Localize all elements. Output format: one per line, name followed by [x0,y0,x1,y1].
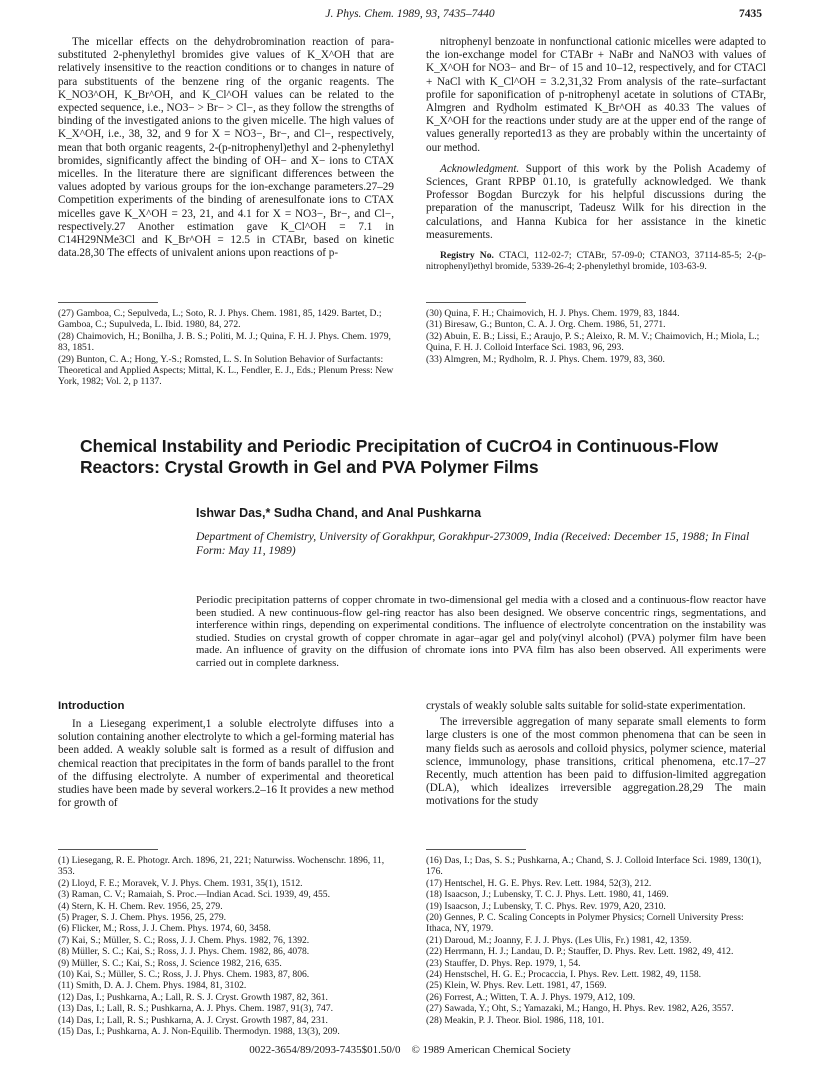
intro-paragraph-2: The irreversible aggregation of many separate small elements to form large clusters is one of the most common phenomena that can be seen in many fields such as aerosols and colloid physics, polymer science, material science, immunology, phase transitions, critical phenomena, etc.17–27 Recently, much attention has been paid to diffusion-limited aggregation (DLA), which idealizes irreversible aggregation.28,29 The main motivations for the study [426,716,766,808]
page-number: 7435 [739,8,762,20]
prev-refs-left [58,308,394,388]
reference-item: (33) Almgren, M.; Rydholm, R. J. Phys. Chem. 1979, 83, 360. [426,353,665,365]
article-abstract: Periodic precipitation patterns of copper chromate in two-dimensional gel media with a closed and a continuous-flow reactor have been studied. A new continuous-flow gel-ring reactor has also been designed. We observe concentric rings, segmentations, and interference within rings, depending on experimental conditions. The influence of electrolyte concentration on the instability was studied. Studies on crystal growth of copper chromate in agar–agar gel and poly(vinyl alcohol) (PVA) polymer film have been made. An influence of gravity on the diffusion of chromate ions into PVA film has also been observed. All experiments were carried out in complete darkness. [196,594,766,669]
reference-item: (26) Forrest, A.; Witten, T. A. J. Phys. 1979, A12, 109. [426,991,636,1003]
article-title: Chemical Instability and Periodic Precipitation of CuCrO4 in Continuous-Flow Reactors: Crystal Growth in Gel and PVA Polymer Films [80,436,719,477]
reference-item: (21) Daroud, M.; Joanny, F. J. J. Phys. (Les Ulis, Fr.) 1981, 42, 1359. [426,934,692,946]
footnote-rule-right-2 [426,849,526,850]
reference-item: (32) Abuin, E. B.; Lissi, E.; Araujo, P. S.; Aleixo, R. M. V.; Chaimovich, H.; Miola, L.; Quina, F. H. J. Colloid Interface Sci. 1983, 96, 293. [426,330,760,354]
reference-item: (9) Müller, S. C.; Kai, S.; Ross, J. Science 1982, 216, 635. [58,957,282,969]
reference-item: (8) Müller, S. C.; Kai, S.; Ross, J. J. Phys. Chem. 1982, 86, 4078. [58,946,310,958]
running-header [0,8,820,24]
prev-paragraph-right: nitrophenyl benzoate in nonfunctional cationic micelles were adapted to the ion-exchange model for CTABr + NaBr and NaNO3 with values of K_X^OH for NO3− and Br− of 15 and 10–12, respectively, and for CTACl + NaCl with K_Cl^OH = 3.2,31,32 From analysis of the rate–surfactant profile for saponification of p-nitrophenyl acetate in solutions of CTABr, Almgren and Rydholm estimated K_Br^OH as 40.33 The values of K_X^OH for the reactions under study are at the upper end of the range of values generally reported13 as they are probably within the uncertainty of our method. [426,36,766,154]
reference-item: (3) Raman, C. V.; Ramaiah, S. Proc.—Indian Acad. Sci. 1939, 49, 455. [58,889,330,901]
reference-item: (5) Prager, S. J. Chem. Phys. 1956, 25, 279. [58,912,227,924]
intro-paragraph-continued: crystals of weakly soluble salts suitable for solid-state experimentation. [426,700,746,712]
acknowledgment-label: Acknowledgment. [440,162,520,175]
reference-item: (19) Isaacson, J.; Lubensky, T. C. Phys. Rev. 1979, A20, 2310. [426,900,666,912]
reference-item: (28) Meakin, P. J. Theor. Biol. 1986, 118, 101. [426,1014,605,1026]
article-authors: Ishwar Das,* Sudha Chand, and Anal Pushkarna [196,506,482,520]
reference-item: (6) Flicker, M.; Ross, J. J. Chem. Phys. 1974, 60, 3458. [58,923,271,935]
article-refs-left [58,855,394,1038]
registry-numbers [426,250,766,273]
reference-item: (29) Bunton, C. A.; Hong, Y.-S.; Romsted, L. S. In Solution Behavior of Surfactants: Theoretical and Applied Aspects; Mittal, K. L., Fendler, E. J., Eds.; Plenum Press: New York, 1982; Vol. 2, p 1137. [58,353,394,388]
section-heading-introduction: Introduction [58,700,125,712]
reference-item: (22) Herrmann, H. J.; Landau, D. P.; Stauffer, D. Phys. Rev. Lett. 1982, 49, 412. [426,946,734,958]
journal-citation: J. Phys. Chem. 1989, 93, 7435–7440 [325,8,495,20]
copyright: © 1989 American Chemical Society [411,1044,571,1056]
reference-item: (25) Klein, W. Phys. Rev. Lett. 1981, 47, 1569. [426,980,607,992]
intro-left-column [58,718,394,813]
prev-article-left-column [58,36,394,263]
registry-label: Registry No. [440,250,494,262]
prev-paragraph-left: The micellar effects on the dehydrobromination reaction of para-substituted 2-phenylethyl bromides give values of K_X^OH that are relatively insensitive to the reaction conditions or to changes in nature of para substituents of the benzene ring of the organic reagents. The K_NO3^OH, K_Br^OH, and K_Cl^OH values can be related to the expected sequence, i.e., NO3− > Br− > Cl−, as they follow the strengths of binding of the investigated anions to the given micelle. The high values of K_X^OH, i.e., 38, 32, and 9 for X = NO3−, Br−, and Cl−, respectively, mean that both organic reagents, 2-(p-nitrophenyl)ethyl and 2-phenylethyl bromides, significantly affect the binding of OH− and X− ions to CTAX micelles. In the literature there are significant differences between the values adopted by various groups for the ion-exchange parameters.27–29 Competition experiments of the binding of arenesulfonate ions to CTAX micelles gave K_X^OH = 23, 21, and 4.1 for X = NO3−, Br−, and Cl−, respectively.27 Another estimation gave K_Cl^OH = 7.1 in C14H29NMe3Cl and K_Br^OH = 12.5 in CTABr, based on kinetic data.28,30 The effects of univalent anions upon reactions of p- [58,36,394,260]
reference-item: (13) Das, I.; Lall, R. S.; Pushkarna, A. J. Phys. Chem. 1987, 91(3), 747. [58,1003,334,1015]
reference-item: (30) Quina, F. H.; Chaimovich, H. J. Phys. Chem. 1979, 83, 1844. [426,308,680,319]
reference-item: (18) Isaacson, J.; Lubensky, T. C. J. Phys. Lett. 1980, 41, 1469. [426,889,669,901]
footnote-rule-right [426,302,526,303]
reference-item: (11) Smith, D. A. J. Chem. Phys. 1984, 81, 3102. [58,980,247,992]
prev-refs-right [426,308,766,365]
reference-item: (15) Das, I.; Pushkarna, A. J. Non-Equilib. Thermodyn. 1988, 13(3), 209. [58,1026,340,1038]
prev-article-right-column [426,36,766,276]
article-refs-right [426,855,766,1026]
registry-text: CTACl, 112-02-7; CTABr, 57-09-0; CTANO3, 37114-85-5; 2-(p-nitrophenyl)ethyl bromide, 5339-26-4; 2-phenylethyl bromide, 103-63-9. [426,250,766,273]
reference-item: (27) Gamboa, C.; Sepulveda, L.; Soto, R. J. Phys. Chem. 1981, 85, 1429. Bartet, D.; Gamboa, C.; Supulveda, L. Ibid. 1980, 84, 272. [58,308,382,331]
intro-paragraph-1: In a Liesegang experiment,1 a soluble electrolyte diffuses into a solution containing another electrolyte to which a gel-forming material has been added. A weakly soluble salt is formed as a result of diffusion and chemical reaction that precipitates in the form of bands parallel to the front of the diffusing electrolyte. A number of experimental and theoretical studies have been made by several workers.2–16 It provides a new method for growth of [58,718,394,810]
reference-item: (1) Liesegang, R. E. Photogr. Arch. 1896, 21, 221; Naturwiss. Wochenschr. 1896, 11, 353. [58,855,385,878]
reference-item: (7) Kai, S.; Müller, S. C.; Ross, J. J. Chem. Phys. 1982, 76, 1392. [58,934,310,946]
reference-item: (27) Sawada, Y.; Oht, S.; Yamazaki, M.; Hango, H. Phys. Rev. 1982, A26, 3557. [426,1003,734,1015]
reference-item: (20) Gennes, P. C. Scaling Concepts in Polymer Physics; Cornell University Press: Ithaca, NY, 1979. [426,912,744,935]
reference-item: (14) Das, I.; Lall, R. S.; Pushkarna, A. J. Cryst. Growth 1987, 84, 231. [58,1014,328,1026]
reference-item: (17) Hentschel, H. G. E. Phys. Rev. Lett. 1984, 52(3), 212. [426,877,652,889]
reference-item: (24) Henstschel, H. G. E.; Procaccia, I. Phys. Rev. Lett. 1982, 49, 1158. [426,969,702,981]
reference-item: (28) Chaimovich, H.; Bonilha, J. B. S.; Politi, M. J.; Quina, F. H. J. Phys. Chem. 1979, 83, 1851. [58,330,391,354]
reference-item: (16) Das, I.; Das, S. S.; Pushkarna, A.; Chand, S. J. Colloid Interface Sci. 1989, 130(1), 176. [426,855,762,878]
reference-item: (23) Stauffer, D. Phys. Rep. 1979, 1, 54. [426,957,581,969]
acknowledgment [426,163,766,242]
footnote-rule-left-2 [58,849,158,850]
reference-item: (10) Kai, S.; Müller, S. C.; Ross, J. J. Phys. Chem. 1983, 87, 806. [58,969,310,981]
reference-item: (4) Stern, K. H. Chem. Rev. 1956, 25, 279. [58,900,223,912]
article-code: 0022-3654/89/2093-7435$01.50/0 [249,1044,401,1056]
intro-right-column [426,700,766,812]
acknowledgment-text: Support of this work by the Polish Academy of Sciences, Grant RPBP 01.10, is gratefully acknowledged. We thank Professor Bogdan Burczyk for his helpful discussions during the preparation of the manuscript, Tadeusz Wilk for his direction in the calculations, and Hanna Kubica for her assistance in the kinetic measurements. [426,162,767,241]
reference-item: (12) Das, I.; Pushkarna, A.; Lall, R. S. J. Cryst. Growth 1987, 82, 361. [58,991,328,1003]
reference-item: (2) Lloyd, F. E.; Moravek, V. J. Phys. Chem. 1931, 35(1), 1512. [58,877,303,889]
footnote-rule-left [58,302,158,303]
article-affiliation: Department of Chemistry, University of Gorakhpur, Gorakhpur-273009, India (Received: December 15, 1988; In Final Form: May 11, 1989) [196,530,750,557]
page-footer [0,1044,820,1056]
reference-item: (31) Biresaw, G.; Bunton, C. A. J. Org. Chem. 1986, 51, 2771. [426,319,666,331]
